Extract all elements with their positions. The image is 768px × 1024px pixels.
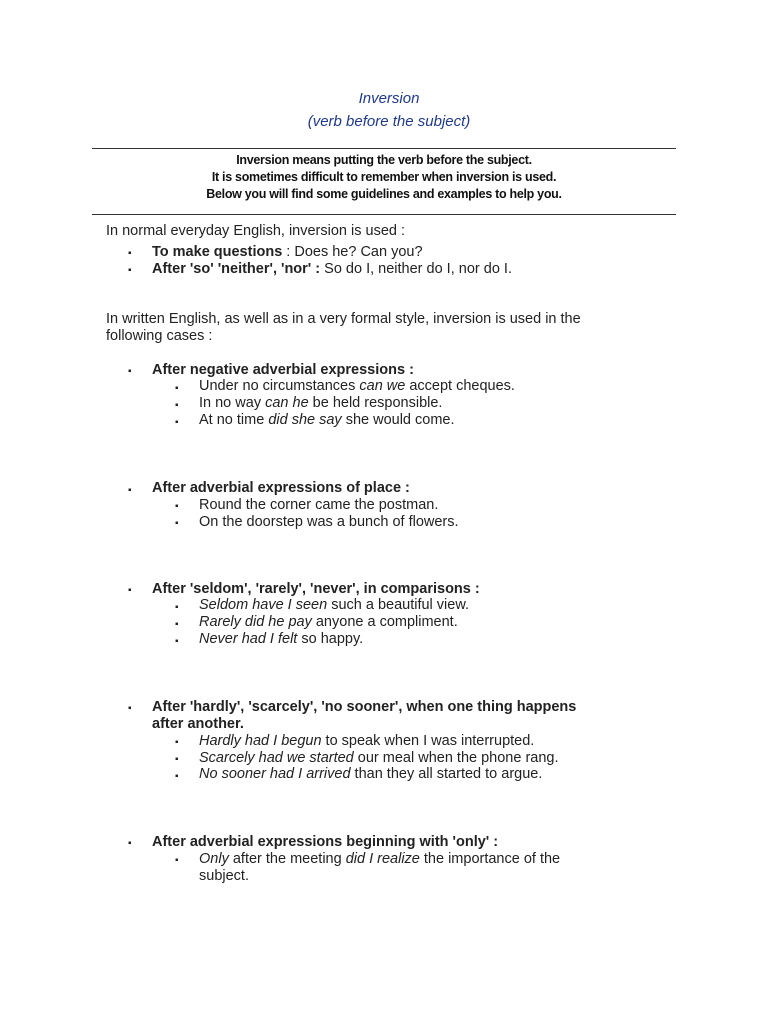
bullet-icon: ▪ (175, 855, 179, 866)
everyday-heading: In normal everyday English, inversion is used : (106, 223, 406, 239)
example-item: Only after the meeting did I realize the importance of the (199, 851, 561, 867)
section-heading-hardly-cont: after another. (152, 716, 244, 732)
written-heading: In written English, as well as in a very formal style, inversion is used in the (106, 311, 581, 327)
bullet-icon: ▪ (175, 501, 179, 512)
bullet-icon: ▪ (128, 248, 132, 259)
example-item: On the doorstep was a bunch of flowers. (199, 514, 459, 530)
bullet-icon: ▪ (175, 602, 179, 613)
bullet-icon: ▪ (175, 619, 179, 630)
bullet-icon: ▪ (175, 771, 179, 782)
bullet-icon: ▪ (175, 737, 179, 748)
example-item: Never had I felt so happy. (199, 631, 364, 647)
section-heading-hardly: After 'hardly', 'scarcely', 'no sooner', when one thing happens (152, 699, 577, 715)
section-heading-only: After adverbial expressions beginning with 'only' : (152, 834, 499, 850)
document-subtitle: (verb before the subject) (307, 113, 471, 130)
item-label: To make questions (152, 244, 283, 260)
document-title: Inversion (358, 90, 420, 107)
example-item: Round the corner came the postman. (199, 497, 439, 513)
example-item: Under no circumstances can we accept cheques. (199, 378, 515, 394)
section-heading-comparisons: After 'seldom', 'rarely', 'never', in comparisons : (152, 581, 480, 597)
bullet-icon: ▪ (128, 703, 132, 714)
list-item (152, 244, 423, 261)
example-item: No sooner had I arrived than they all started to argue. (199, 766, 543, 782)
example-item-cont: subject. (199, 868, 249, 884)
example-item: At no time did she say she would come. (199, 412, 455, 428)
bullet-icon: ▪ (175, 518, 179, 529)
example-item: Hardly had I begun to speak when I was interrupted. (199, 733, 535, 749)
section-heading-place: After adverbial expressions of place : (152, 480, 410, 496)
bullet-icon: ▪ (128, 485, 132, 496)
bullet-icon: ▪ (175, 400, 179, 411)
bullet-icon: ▪ (128, 585, 132, 596)
intro-line: It is sometimes difficult to remember when inversion is used. (211, 170, 557, 184)
bullet-icon: ▪ (128, 838, 132, 849)
item-label: After 'so' 'neither', 'nor' : (152, 261, 321, 277)
bullet-icon: ▪ (175, 636, 179, 647)
divider-top (92, 148, 676, 149)
example-item: Seldom have I seen such a beautiful view. (199, 597, 470, 613)
bullet-icon: ▪ (128, 265, 132, 276)
bullet-icon: ▪ (175, 383, 179, 394)
example-item: In no way can he be held responsible. (199, 395, 443, 411)
intro-line: Inversion means putting the verb before the subject. (236, 153, 532, 167)
section-heading-negative: After negative adverbial expressions : (152, 362, 414, 378)
item-text: So do I, neither do I, nor do I. (320, 261, 512, 277)
bullet-icon: ▪ (175, 754, 179, 765)
bullet-icon: ▪ (175, 417, 179, 428)
written-heading-cont: following cases : (106, 328, 213, 344)
list-item (152, 261, 512, 278)
intro-line: Below you will find some guidelines and examples to help you. (206, 187, 562, 201)
divider-bottom (92, 214, 676, 215)
example-item: Rarely did he pay anyone a compliment. (199, 614, 458, 630)
item-text: : Does he? Can you? (282, 244, 423, 260)
intro-box (92, 152, 676, 203)
example-item: Scarcely had we started our meal when the phone rang. (199, 750, 559, 766)
bullet-icon: ▪ (128, 366, 132, 377)
